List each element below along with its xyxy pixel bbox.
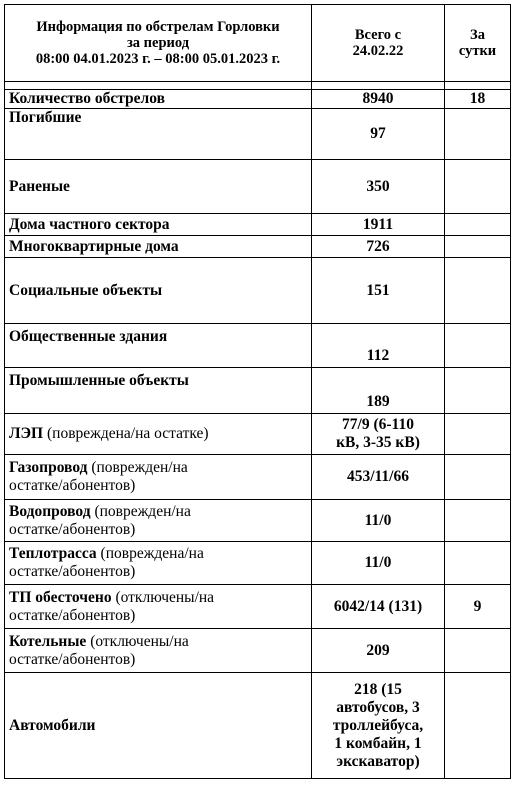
total-header-line-2: 24.02.22: [352, 43, 404, 59]
row-label: ТП обесточено: [9, 588, 112, 606]
row-daily: [445, 214, 511, 236]
row-label: Промышленные объекты: [5, 368, 312, 414]
row-label-cell: [5, 455, 312, 500]
row-total-line: 1 комбайн, 1: [334, 734, 422, 752]
row-daily: [445, 324, 511, 368]
row-total: 350: [312, 160, 445, 214]
row-daily: [445, 109, 511, 160]
row-note-line-2: остатке/абонентов): [9, 650, 136, 668]
spacer-row: [5, 82, 511, 90]
row-label: Погибшие: [5, 109, 312, 160]
row-total: 1911: [312, 214, 445, 236]
row-label-cell: [5, 500, 312, 542]
row-total: [312, 673, 445, 779]
row-total: 112: [312, 324, 445, 368]
spacer-cell: [312, 82, 445, 90]
row-daily: [445, 258, 511, 324]
report-title-line-2: за период: [126, 35, 190, 51]
table-row: [5, 542, 511, 585]
row-label-cell: [5, 585, 312, 629]
row-label-cell: [5, 414, 312, 455]
row-label: ЛЭП: [9, 425, 44, 442]
table-row: [5, 214, 511, 236]
row-note: (отключены/на: [86, 632, 189, 650]
table-row: [5, 160, 511, 214]
spacer-cell: [445, 82, 511, 90]
total-column-header: [312, 5, 445, 82]
row-label: Раненые: [5, 160, 312, 214]
row-total: 189: [312, 368, 445, 414]
row-total-line: экскаватор): [336, 752, 420, 770]
row-note: (поврежден/на: [90, 502, 191, 520]
row-label: Социальные объекты: [5, 258, 312, 324]
row-label: Газопровод: [9, 459, 88, 476]
shelling-report-table: [4, 4, 511, 779]
row-total: 151: [312, 258, 445, 324]
row-label: Общественные здания: [5, 324, 312, 368]
row-daily: [445, 160, 511, 214]
table-row: [5, 109, 511, 160]
row-daily: 9: [445, 585, 511, 629]
row-total: 11/0: [312, 500, 445, 542]
row-total: [312, 414, 445, 455]
row-label: Автомобили: [5, 673, 312, 779]
table-row: [5, 414, 511, 455]
row-total: 726: [312, 236, 445, 258]
row-total-line: 77/9 (6-110: [342, 416, 414, 433]
row-note-line-2: остатке/абонентов): [9, 606, 136, 624]
row-note: (поврежден/на: [87, 459, 188, 476]
row-daily: [445, 455, 511, 500]
row-note: (повреждена/на остатке): [43, 425, 209, 442]
row-label: Количество обстрелов: [5, 90, 312, 109]
table-row: [5, 90, 511, 109]
daily-column-header: [445, 5, 511, 82]
table-row: [5, 585, 511, 629]
row-note-line-2: остатке/абонентов): [9, 477, 136, 494]
total-header-line-1: Всего с: [354, 27, 402, 43]
row-daily: [445, 542, 511, 585]
row-label: Многоквартирные дома: [5, 236, 312, 258]
row-label-cell: [5, 542, 312, 585]
shelling-report-sheet: [4, 4, 510, 779]
table-row: [5, 258, 511, 324]
row-label: Теплотрасса: [9, 545, 97, 562]
table-row: [5, 324, 511, 368]
row-daily: [445, 368, 511, 414]
row-total-line: троллейбуса,: [332, 716, 424, 734]
row-total-line: кВ, 3-35 кВ): [336, 434, 420, 451]
row-daily: [445, 500, 511, 542]
row-note-line-2: остатке/абонентов): [9, 563, 136, 580]
row-daily: [445, 629, 511, 673]
row-total-line: 218 (15: [354, 680, 402, 698]
row-total: 11/0: [312, 542, 445, 585]
report-title-line-1: Информация по обстрелам Горловки: [36, 19, 280, 35]
table-row: [5, 673, 511, 779]
row-total: 6042/14 (131): [312, 585, 445, 629]
report-title: [5, 5, 312, 82]
row-daily: [445, 414, 511, 455]
row-daily: [445, 673, 511, 779]
row-label: Дома частного сектора: [5, 214, 312, 236]
row-total-line: автобусов, 3: [336, 698, 420, 716]
row-label: Котельные: [9, 632, 87, 650]
row-note-line-2: остатке/абонентов): [9, 520, 136, 538]
table-row: [5, 236, 511, 258]
row-total: 453/11/66: [312, 455, 445, 500]
report-period: 08:00 04.01.2023 г. – 08:00 05.01.2023 г.: [35, 51, 281, 67]
daily-header-line-1: За: [470, 27, 485, 43]
row-note: (отключены/на: [111, 588, 215, 606]
spacer-cell: [5, 82, 312, 90]
row-total: 8940: [312, 90, 445, 109]
row-total: 209: [312, 629, 445, 673]
table-header-row: [5, 5, 511, 82]
table-row: [5, 455, 511, 500]
row-daily: [445, 236, 511, 258]
table-row: [5, 500, 511, 542]
row-label-cell: [5, 629, 312, 673]
table-row: [5, 368, 511, 414]
table-row: [5, 629, 511, 673]
row-label: Водопровод: [9, 502, 91, 520]
row-total: 97: [312, 109, 445, 160]
row-daily: 18: [445, 90, 511, 109]
row-note: (повреждена/на: [96, 545, 204, 562]
daily-header-line-2: сутки: [458, 43, 497, 59]
